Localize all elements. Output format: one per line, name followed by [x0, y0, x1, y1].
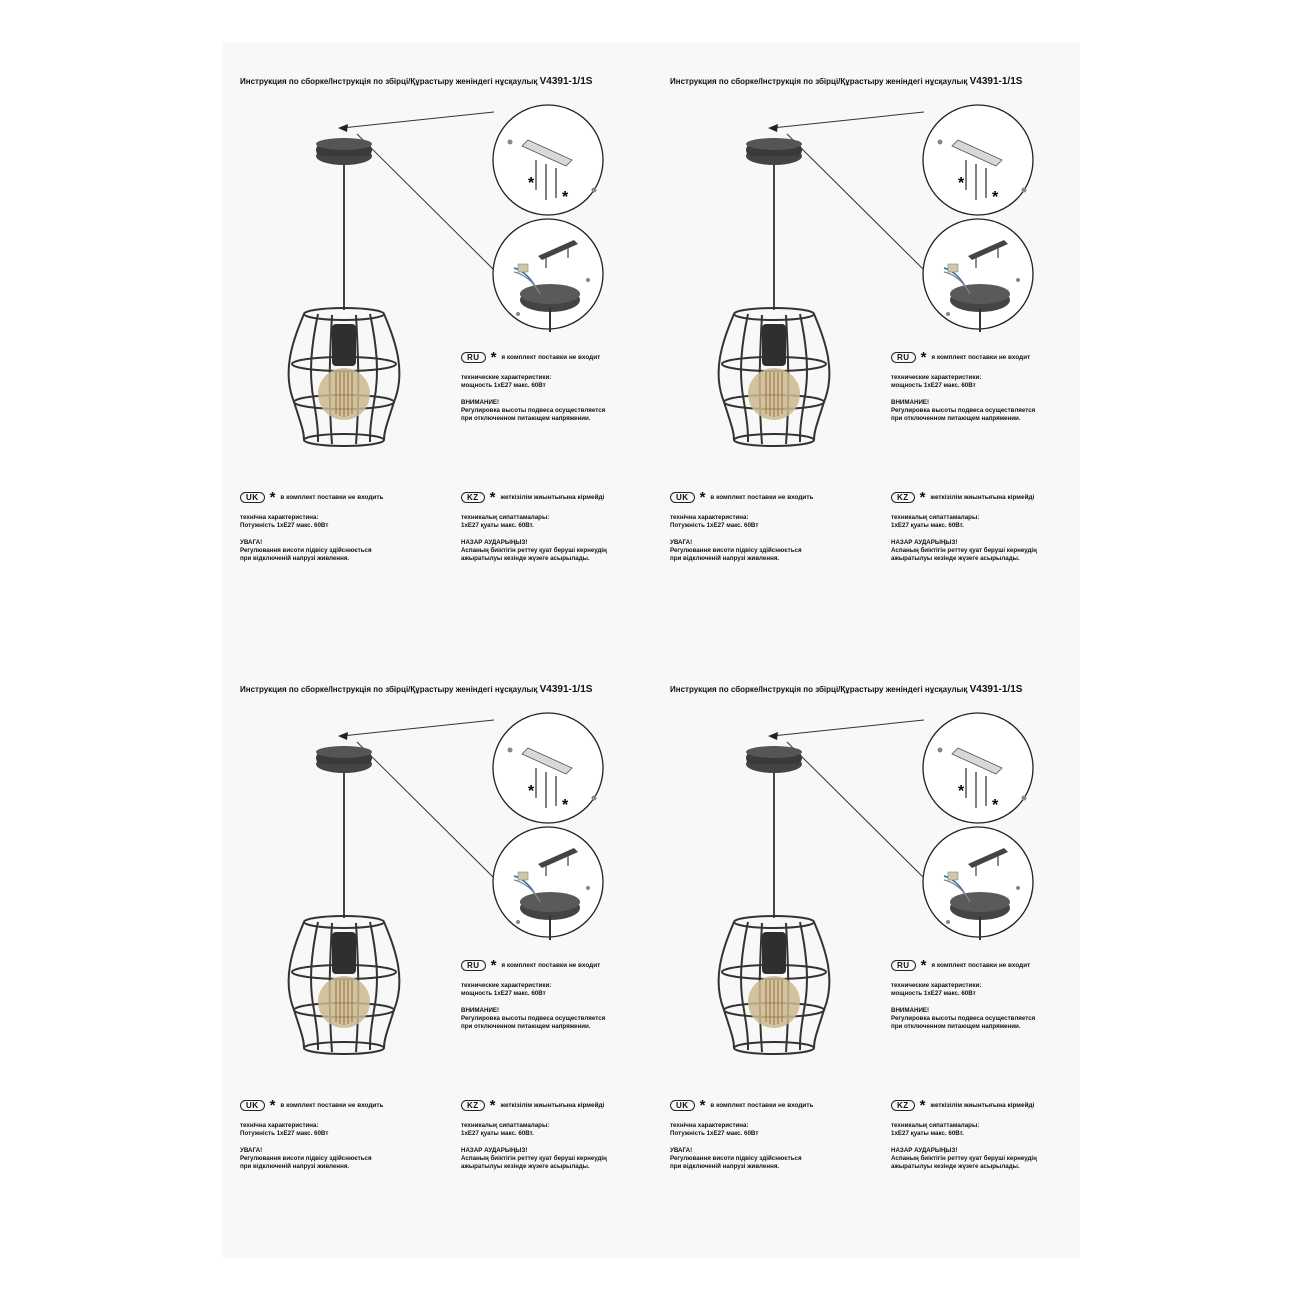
specs-heading: техникалық сипаттамалары: [461, 514, 550, 521]
asterisk-icon: * [699, 488, 706, 506]
warning-heading: НАЗАР АУДАРЫҢЫЗ! [891, 1147, 958, 1154]
warning-heading: НАЗАР АУДАРЫҢЫЗ! [891, 539, 958, 546]
uk-section [670, 488, 814, 563]
specs-heading: техникалық сипаттамалары: [891, 1122, 980, 1129]
specs-heading: технические характеристики: [891, 374, 982, 381]
warning-heading: ВНИМАНИЕ! [891, 399, 930, 406]
not-included-note: жеткізілім жиынтығына кірмейді [930, 1101, 1035, 1109]
warning-text: при отключенном питающем напряжении. [461, 1023, 591, 1030]
specs-heading: технические характеристики: [461, 982, 552, 989]
specs-heading: технические характеристики: [891, 982, 982, 989]
ru-badge: RU [461, 352, 486, 363]
title-text: Инструкция по сборке/Інструкція по збірці/Құрастыру женіндегі нұсқаулық [670, 685, 968, 694]
asterisk-icon: * [490, 348, 497, 366]
pointer-arrows [342, 112, 494, 270]
lamp-socket [332, 932, 356, 974]
specs-heading: технічна характеристина: [670, 514, 749, 521]
asterisk-icon: * [992, 797, 999, 814]
asterisk-icon: * [489, 488, 496, 506]
ru-section [891, 348, 1036, 423]
model-number: V4391-1/1S [539, 684, 593, 695]
specs-heading: техникалық сипаттамалары: [461, 1122, 550, 1129]
specs-heading: технічна характеристина: [670, 1122, 749, 1129]
asterisk-icon: * [489, 1096, 496, 1114]
warning-text: Аспаның биіктігін реттеу қуат беруші кернеудің [461, 1155, 607, 1162]
specs-heading: технічна характеристина: [240, 1122, 319, 1129]
specs-heading: техникалық сипаттамалары: [891, 514, 980, 521]
warning-text: Регулювання висоти підвісу здійснюється [670, 547, 802, 554]
asterisk-icon: * [528, 175, 535, 192]
not-included-note: жеткізілім жиынтығына кірмейді [500, 493, 605, 501]
warning-heading: УВАГА! [670, 1147, 693, 1154]
pendant-lamp-illustration [719, 138, 830, 446]
canopy-wiring-detail [923, 827, 1033, 940]
uk-section [240, 1096, 384, 1171]
warning-text: ажыратылуы кезінде жүзеге асырылады. [891, 1163, 1020, 1170]
not-included-note: я комплект поставки не входит [501, 353, 601, 361]
kz-badge: KZ [461, 492, 485, 503]
asterisk-icon: * [562, 797, 569, 814]
not-included-note: я комплект поставки не входит [931, 961, 1031, 969]
pointer-arrows [342, 720, 494, 878]
kz-section [891, 1096, 1037, 1171]
warning-text: при отключенном питающем напряжении. [461, 415, 591, 422]
warning-text: Регулировка высоты подвеса осуществляется [461, 407, 606, 414]
not-included-note: в комплект поставки не входить [710, 1101, 814, 1109]
warning-heading: НАЗАР АУДАРЫҢЫЗ! [461, 1147, 528, 1154]
warning-text: Аспаның биіктігін реттеу қуат беруші кернеудің [891, 547, 1037, 554]
not-included-note: в комплект поставки не входить [710, 493, 814, 501]
warning-text: при відключеній напрузі живлення. [240, 1163, 350, 1170]
specs-heading: технічна характеристина: [240, 514, 319, 521]
specs-value: Потужність 1хЕ27 макс. 60Вт [240, 1130, 329, 1137]
warning-text: Регулировка высоты подвеса осуществляется [891, 1015, 1036, 1022]
not-included-note: в комплект поставки не входить [280, 1101, 384, 1109]
ru-badge: RU [891, 960, 916, 971]
warning-text: при відключеній напрузі живлення. [670, 555, 780, 562]
asterisk-icon: * [958, 783, 965, 800]
model-number: V4391-1/1S [969, 684, 1023, 695]
asterisk-icon: * [920, 956, 927, 974]
asterisk-icon: * [958, 175, 965, 192]
canopy-wiring-detail [923, 219, 1033, 332]
kz-badge: KZ [461, 1100, 485, 1111]
pendant-lamp-illustration [719, 746, 830, 1054]
kz-section [891, 488, 1037, 563]
warning-heading: УВАГА! [240, 539, 263, 546]
lamp-socket [332, 324, 356, 366]
warning-text: ажыратылуы кезінде жүзеге асырылады. [891, 555, 1020, 562]
model-number: V4391-1/1S [969, 76, 1023, 87]
pendant-lamp-illustration [289, 746, 400, 1054]
canopy-wiring-detail [493, 219, 603, 332]
pointer-arrows [772, 112, 924, 270]
lamp-socket [762, 324, 786, 366]
specs-value: 1хЕ27 қуаты макс. 60Вт. [891, 1130, 964, 1137]
mounting-bracket-detail [923, 105, 1033, 215]
lamp-socket [762, 932, 786, 974]
pointer-arrows [772, 720, 924, 878]
specs-value: Потужність 1хЕ27 макс. 60Вт [670, 522, 759, 529]
uk-badge: UK [670, 492, 695, 503]
warning-heading: УВАГА! [240, 1147, 263, 1154]
warning-text: Регулировка высоты подвеса осуществляется [891, 407, 1036, 414]
ru-badge: RU [461, 960, 486, 971]
warning-text: Аспаның биіктігін реттеу қуат беруші кернеудің [891, 1155, 1037, 1162]
specs-value: 1хЕ27 қуаты макс. 60Вт. [891, 522, 964, 529]
canopy-wiring-detail [493, 827, 603, 940]
kz-section [461, 1096, 607, 1171]
asterisk-icon: * [919, 1096, 926, 1114]
instruction-panel [652, 650, 1082, 1258]
asterisk-icon: * [919, 488, 926, 506]
ru-section [461, 348, 606, 423]
instruction-panel [222, 650, 652, 1258]
warning-heading: НАЗАР АУДАРЫҢЫЗ! [461, 539, 528, 546]
asterisk-icon: * [699, 1096, 706, 1114]
asterisk-icon: * [269, 1096, 276, 1114]
title-text: Инструкция по сборке/Інструкція по збірці/Құрастыру женіндегі нұсқаулық [670, 77, 968, 86]
warning-text: Регулювання висоти підвісу здійснюється [670, 1155, 802, 1162]
specs-value: Потужність 1хЕ27 макс. 60Вт [670, 1130, 759, 1137]
asterisk-icon: * [269, 488, 276, 506]
warning-text: при відключеній напрузі живлення. [240, 555, 350, 562]
not-included-note: в комплект поставки не входить [280, 493, 384, 501]
specs-heading: технические характеристики: [461, 374, 552, 381]
warning-text: Аспаның биіктігін реттеу қуат беруші кернеудің [461, 547, 607, 554]
arrowhead-icon [768, 124, 778, 132]
ru-section [461, 956, 606, 1031]
warning-text: при отключенном питающем напряжении. [891, 1023, 1021, 1030]
asterisk-icon: * [490, 956, 497, 974]
uk-section [670, 1096, 814, 1171]
warning-text: при отключенном питающем напряжении. [891, 415, 1021, 422]
not-included-note: жеткізілім жиынтығына кірмейді [500, 1101, 605, 1109]
warning-heading: ВНИМАНИЕ! [461, 399, 500, 406]
arrowhead-icon [338, 124, 348, 132]
warning-text: ажыратылуы кезінде жүзеге асырылады. [461, 555, 590, 562]
specs-value: мощность 1хЕ27 макс. 60Вт [461, 382, 546, 389]
warning-text: Регулировка высоты подвеса осуществляется [461, 1015, 606, 1022]
model-number: V4391-1/1S [539, 76, 593, 87]
warning-heading: ВНИМАНИЕ! [891, 1007, 930, 1014]
warning-text: Регулювання висоти підвісу здійснюється [240, 1155, 372, 1162]
uk-badge: UK [670, 1100, 695, 1111]
warning-heading: ВНИМАНИЕ! [461, 1007, 500, 1014]
kz-badge: KZ [891, 1100, 915, 1111]
title-text: Инструкция по сборке/Інструкція по збірці/Құрастыру женіндегі нұсқаулық [240, 685, 538, 694]
specs-value: мощность 1хЕ27 макс. 60Вт [461, 990, 546, 997]
pendant-lamp-illustration [289, 138, 400, 446]
title-text: Инструкция по сборке/Інструкція по збірці/Құрастыру женіндегі нұсқаулық [240, 77, 538, 86]
uk-badge: UK [240, 1100, 265, 1111]
ru-section [891, 956, 1036, 1031]
specs-value: Потужність 1хЕ27 макс. 60Вт [240, 522, 329, 529]
mounting-bracket-detail [493, 105, 603, 215]
asterisk-icon: * [562, 189, 569, 206]
arrowhead-icon [768, 732, 778, 740]
asterisk-icon: * [992, 189, 999, 206]
uk-badge: UK [240, 492, 265, 503]
mounting-bracket-detail [923, 713, 1033, 823]
not-included-note: я комплект поставки не входит [501, 961, 601, 969]
kz-section [461, 488, 607, 563]
specs-value: 1хЕ27 қуаты макс. 60Вт. [461, 1130, 534, 1137]
mounting-bracket-detail [493, 713, 603, 823]
warning-text: Регулювання висоти підвісу здійснюється [240, 547, 372, 554]
asterisk-icon: * [528, 783, 535, 800]
warning-heading: УВАГА! [670, 539, 693, 546]
warning-text: при відключеній напрузі живлення. [670, 1163, 780, 1170]
not-included-note: жеткізілім жиынтығына кірмейді [930, 493, 1035, 501]
not-included-note: я комплект поставки не входит [931, 353, 1031, 361]
asterisk-icon: * [920, 348, 927, 366]
specs-value: мощность 1хЕ27 макс. 60Вт [891, 382, 976, 389]
ru-badge: RU [891, 352, 916, 363]
kz-badge: KZ [891, 492, 915, 503]
specs-value: мощность 1хЕ27 макс. 60Вт [891, 990, 976, 997]
uk-section [240, 488, 384, 563]
instruction-panel [222, 42, 652, 650]
specs-value: 1хЕ27 қуаты макс. 60Вт. [461, 522, 534, 529]
instruction-panel [652, 42, 1082, 650]
warning-text: ажыратылуы кезінде жүзеге асырылады. [461, 1163, 590, 1170]
arrowhead-icon [338, 732, 348, 740]
